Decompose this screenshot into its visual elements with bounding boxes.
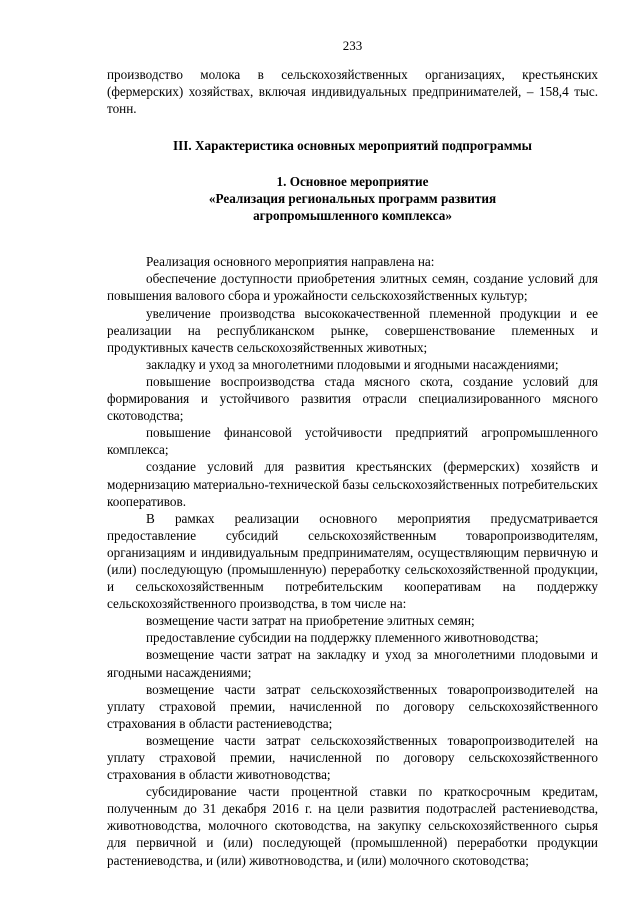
paragraph: обеспечение доступности приобретения элитных семян, создание условий для повышения валового сбора и урожайности сельскохозяйственных культур; bbox=[107, 271, 598, 304]
paragraph: возмещение части затрат на закладку и уход за многолетними плодовыми и ягодными насаждениями; bbox=[107, 647, 598, 680]
paragraph: В рамках реализации основного мероприятия предусматривается предоставление субсидий сельскохозяйственным товаропроизводителям, организациям и индивидуальным предпринимателям, осуществляющим первичную и (или) последующую (промышленную) переработку сельскохозяйственной продукции, и сельскохозяйственным потребительским кооперативам на поддержку сельскохозяйственного производства, в том числе на: bbox=[107, 510, 598, 612]
paragraph: возмещение части затрат на приобретение элитных семян; bbox=[146, 613, 475, 629]
page-number: 233 bbox=[342, 38, 363, 53]
subsection-heading-line3: агропромышленного комплекса» bbox=[253, 208, 452, 224]
paragraph: возмещение части затрат сельскохозяйственных товаропроизводителей на уплату страховой премии, начисленной по договору сельскохозяйственного страхования в области растениеводства; bbox=[107, 681, 598, 731]
intro-paragraph: производство молока в сельскохозяйственных организациях, крестьянских (фермерских) хозяйствах, включая индивидуальных предпринимателей, – 158,4 тыс. тонн. bbox=[107, 67, 598, 117]
paragraph: возмещение части затрат сельскохозяйственных товаропроизводителей на уплату страховой премии, начисленной по договору сельскохозяйственного страхования в области животноводства; bbox=[107, 732, 598, 783]
paragraph: создание условий для развития крестьянских (фермерских) хозяйств и модернизацию материально-технической базы сельскохозяйственных потребительских кооперативов. bbox=[107, 459, 598, 509]
paragraph: закладку и уход за многолетними плодовыми и ягодными насаждениями; bbox=[146, 356, 559, 372]
paragraph: субсидирование части процентной ставки по краткосрочным кредитам, полученным до 31 декабря 2016 г. на цели развития подотраслей растениеводства, животноводства, молочного скотоводства, на закупку сельскохозяйственного сырья для первичной и (или) последующей (промышленной) переработки продукции растениеводства, и (или) животноводства, и (или) молочного скотоводства; bbox=[107, 784, 598, 868]
paragraph: предоставление субсидии на поддержку племенного животноводства; bbox=[146, 630, 539, 646]
section-title: III. Характеристика основных мероприятий подпрограммы bbox=[173, 138, 532, 154]
paragraph: повышение финансовой устойчивости предприятий агропромышленного комплекса; bbox=[107, 425, 598, 458]
paragraph: увеличение производства высококачественной племенной продукции и ее реализации на республиканском рынке, совершенствование племенных и продуктивных качеств сельскохозяйственных животных; bbox=[107, 305, 598, 355]
subsection-heading-line1: 1. Основное мероприятие bbox=[276, 174, 429, 190]
subsection-heading bbox=[107, 173, 598, 224]
paragraph: повышение воспроизводства стада мясного скота, создание условий для формирования и устойчивого развития отрасли специализированного мясного скотоводства; bbox=[107, 373, 598, 424]
subsection-heading-line2: «Реализация региональных программ развития bbox=[208, 191, 497, 207]
paragraph: Реализация основного мероприятия направлена на: bbox=[146, 254, 435, 270]
